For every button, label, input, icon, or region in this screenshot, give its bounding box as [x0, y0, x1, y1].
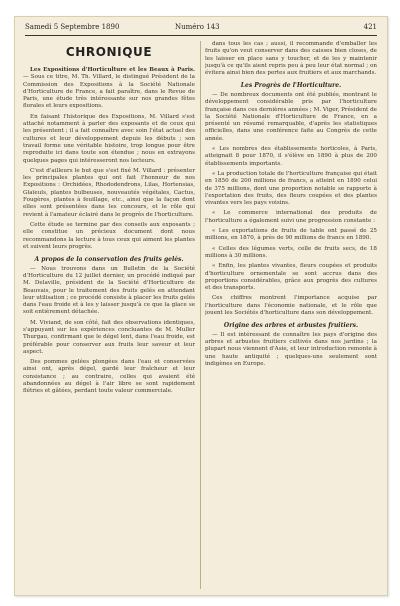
subheading: A propos de la conservation des fruits gelés.: [34, 256, 184, 264]
paragraph: Des pommes gelées plongées dans l'eau et conservées ainsi ont, après dégel, gardé leur fraîcheur et leur consistance ; au contraire, celles qui avaient été abandonnées au dégel à l'air libre se sont rapidement flétries et gâtées, perdant toute valeur commerciale.: [23, 359, 195, 395]
paragraph: « Le commerce international des produits de l'horticulture a également suivi une progression constante :: [205, 210, 377, 224]
right-column: [205, 41, 377, 589]
paragraph-lead: Les Expositions d'Horticulture et les Beaux à Paris.: [30, 67, 195, 73]
paragraph: — Il est intéressant de connaître les pays d'origine des arbres et arbustes fruitiers cultivés dans nos jardins ; la plupart nous viennent d'Asie, et leur introduction remonte à une haute antiquité ; quelques-uns seulement sont indigènes en Europe.: [205, 331, 377, 367]
issue-date: Samedi 5 Septembre 1890: [25, 23, 120, 31]
header-rule: [25, 35, 377, 36]
paragraph: [23, 67, 195, 111]
column-divider: [200, 41, 201, 589]
paragraph: M. Viviand, de son côté, fait des observations identiques, s'appuyant sur les expériences concluantes de M. Muller Thurgau, confirmant que le dégel lent, dans l'eau froide, est préférable pour conserver aux fruits leur saveur et leur aspect.: [23, 319, 195, 355]
paragraph: Cette étude se termine par des conseils aux exposants ; elle constitue un précieux document dont nous recommandons la lecture à tous ceux qui aiment les plantes et suivent leurs progrès.: [23, 221, 195, 250]
paragraph: Ces chiffres montrent l'importance acquise par l'horticulture dans l'économie nationale, et le rôle que jouent les Sociétés d'horticulture dans son développement.: [205, 295, 377, 316]
paragraph: — Nous trouvons dans un Bulletin de la Société d'Horticulture du 12 juillet dernier, un procédé indiqué par M. Delaville, président de la Société d'Horticulture de Beauvais, pour le traitement des fruits gelés en attendant leur utilisation ; ce procédé consiste à placer les fruits gelés dans l'eau froide et à les y laisser jusqu'à ce que la glace se soit entièrement détachée.: [23, 265, 195, 316]
paragraph: En faisant l'historique des Expositions, M. Villard s'est attaché notamment à parler des exposants et de ceux qui les présentent ; il a fait connaître avec soin l'état actuel des cultures et leur développement depuis les débuts ; son travail forme une véritable histoire, trop longue pour être reproduite ici dans toute son étendue ; nous en extrayons quelques pages qui intéresseront nos lecteurs.: [23, 113, 195, 164]
paragraph: — De nombreux documents ont été publiés, montrant le développement considérable pris par l'horticulture française dans ces dernières années ; M. Viger, Président de la Société Nationale d'Horticulture de France, en a présenté un résumé remarquable, d'après les statistiques officielles, dans une conférence faite au Congrès de cette année.: [205, 91, 377, 142]
paragraph: « Les nombres des établissements horticoles, à Paris, atteignait 8 pour 1870, il s'élève en 1890 à plus de 200 établissements importants.: [205, 146, 377, 167]
paragraph: dans tous les cas ; aussi, il recommande d'emballer les fruits qu'on veut conserver dans des caisses bien closes, de les laisser en place sans y toucher, et de les y maintenir jusqu'à ce qu'ils aient repris peu à peu leur état normal ; on évitera ainsi bien des pertes aux fruitiers et aux marchands.: [205, 41, 377, 77]
paragraph-body: — Sous ce titre, M. Th. Villard, le distingué Président de la Commission des Expositions à la Société Nationale d'Horticulture de France, a fait paraître, dans le Revue de Paris, une étude très intéressante sur nos grandes fêtes florales et leurs expositions.: [23, 74, 195, 110]
paragraph: C'est d'ailleurs le but que s'est fixé M. Villard : présenter les principales plantes qui ont fait l'honneur de nos Expositions : Orchidées, Rhododendrons, Lilas, Hortensias, Glaïeuls, plantes bulbeuses, nouveautés végétales, Cactus, Fougères, plantes à feuillage, etc., ainsi que la façon dont elles sont présentées dans les concours, et le rôle qui revient à l'amateur éclairé dans le progrès de l'horticulture.: [23, 167, 195, 218]
issue-number: Numéro 143: [175, 23, 220, 31]
running-head: [25, 23, 377, 35]
subheading: Origine des arbres et arbustes fruitiers.: [223, 322, 359, 330]
page-number: 421: [363, 23, 377, 31]
paragraph: « La production totale de l'horticulture française qui était en 1850 de 200 millions de francs, a atteint en 1890 celui de 375 millions, dont une proportion notable se rapporte à l'exportation des fruits, des fleurs coupées et des plantes vivantes vers les pays voisins.: [205, 170, 377, 207]
subheading: Les Progrès de l'Horticulture.: [240, 82, 342, 90]
paragraph: « Les exportations de fruits de table ont passé de 25 millions, en 1870, à près de 90 millions de francs en 1890.: [205, 228, 377, 242]
section-title: CHRONIQUE: [65, 45, 153, 59]
journal-page: [14, 16, 388, 596]
paragraph: « Enfin, les plantes vivantes, fleurs coupées et produits d'horticulture ornementale se sont accrus dans des proportions considérables, grâce aux progrès des cultures et des transports.: [205, 263, 377, 292]
left-column: [23, 41, 195, 589]
paragraph: « Celles des légumes verts, celle de fruits secs, de 18 millions à 30 millions.: [205, 245, 377, 259]
